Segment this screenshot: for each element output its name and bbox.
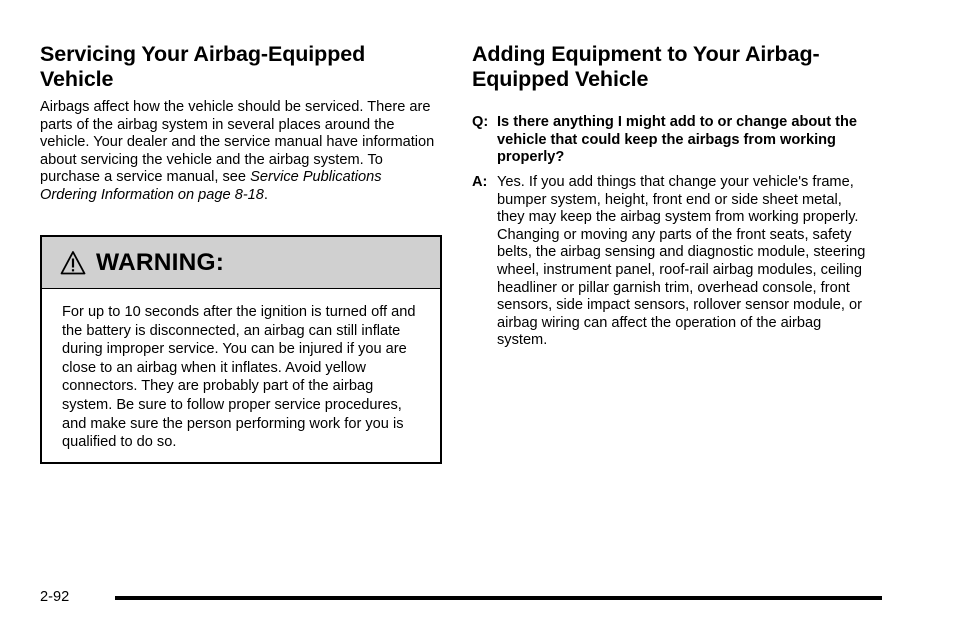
footer-rule	[115, 596, 882, 600]
answer-text: Yes. If you add things that change your vehicle's frame, bumper system, height, front end or side sheet metal, they may keep the airbag system from working properly. Changing or moving any parts of the front seats, safety belts, the airbag sensing and diagnostic module, steering wheel, instrument panel, roof-rail airbag modules, ceiling headliner or pillar garnish trim, overhead console, front sensors, side impact sensors, rollover sensor module, or airbag wiring can affect the operation of the airbag system.	[497, 174, 866, 349]
service-publications-reference[interactable]: Service Publications Ordering Information on page 8-18	[40, 169, 382, 203]
question-text: Is there anything I might add to or change about the vehicle that could keep the airbags from working properly?	[497, 114, 857, 165]
warning-header	[42, 237, 440, 289]
servicing-paragraph-text: Airbags affect how the vehicle should be serviced. There are parts of the airbag system in several places around the vehicle. Your dealer and the service manual have information about servicing the vehicle and the airbag system. To purchase a service manual, see	[40, 99, 435, 186]
warning-text: For up to 10 seconds after the ignition is turned off and the battery is disconnected, an airbag can still inflate during improper service. You can be injured if you are close to an airbag when it inflates. Avoid yellow connectors. They are probably part of the airbag system. Be sure to follow proper service procedures, and make sure the person performing work for you is qualified to do so.	[62, 304, 416, 451]
page-number: 2-92	[40, 589, 70, 605]
question-label: Q:	[472, 114, 489, 130]
section-heading-adding-equipment: Adding Equipment to Your Airbag-Equipped Vehicle	[472, 42, 820, 91]
warning-title: WARNING:	[96, 248, 225, 276]
section-heading-servicing: Servicing Your Airbag-Equipped Vehicle	[40, 42, 366, 91]
paragraph-end: .	[263, 186, 268, 203]
warning-triangle-icon	[60, 250, 86, 276]
warning-box	[40, 235, 442, 464]
answer-label: A:	[472, 174, 488, 190]
servicing-paragraph	[40, 99, 440, 205]
